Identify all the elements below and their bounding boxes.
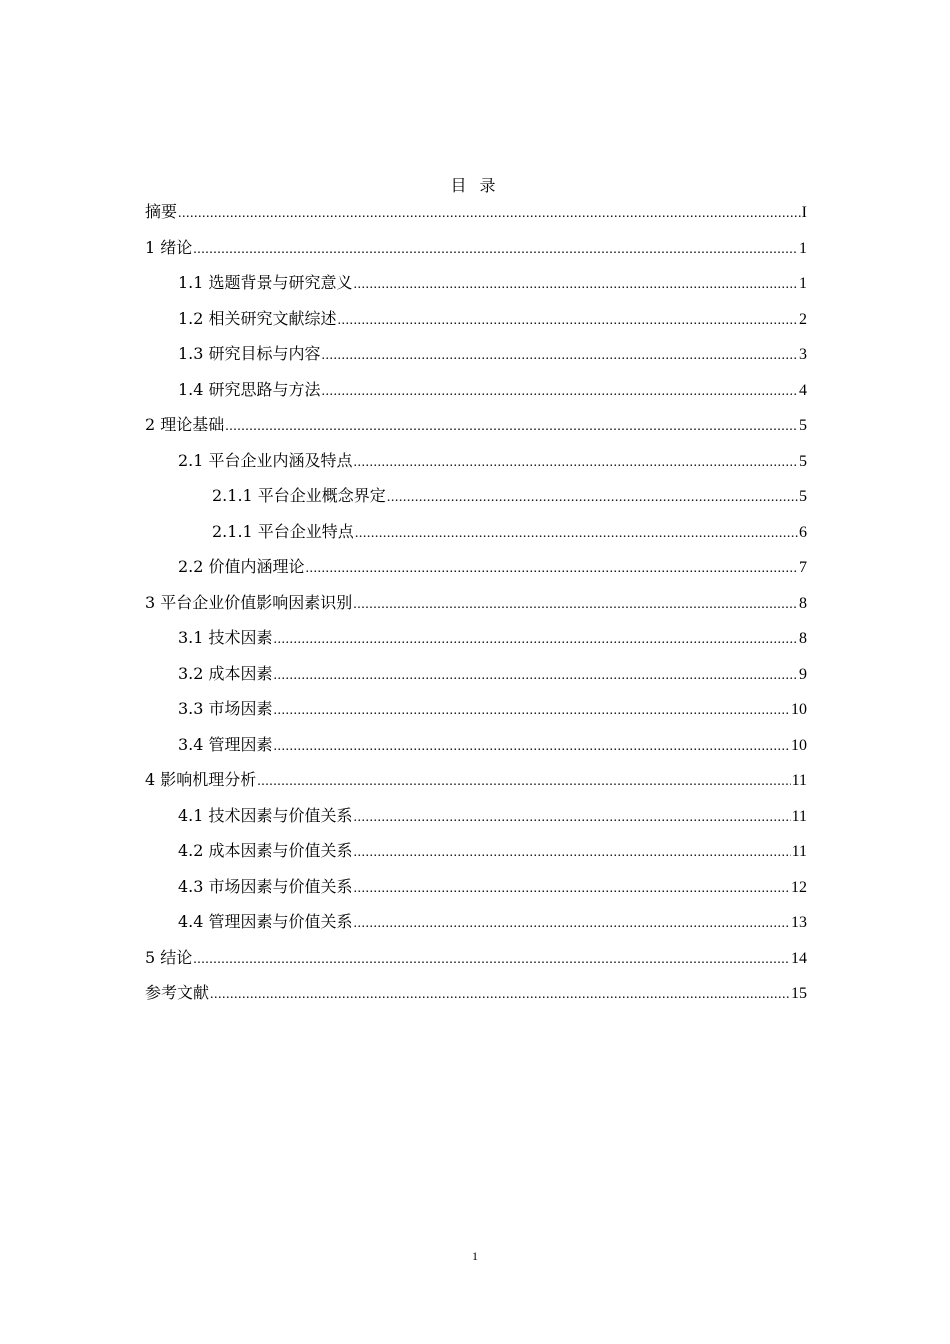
- toc-entry-page-number: 4: [799, 381, 807, 399]
- toc-entry-label: 3.3 市场因素: [178, 699, 273, 718]
- toc-entry-label: 1.1 选题背景与研究意义: [178, 273, 353, 292]
- toc-entry-label: 2.1.1 平台企业概念界定: [212, 486, 386, 505]
- toc-dot-leader: [274, 626, 798, 654]
- toc-entry-label: 3 平台企业价值影响因素识别: [145, 592, 353, 612]
- toc-entry[interactable]: [145, 766, 807, 802]
- toc-entry[interactable]: [145, 837, 807, 873]
- toc-entry-page-number: 8: [799, 594, 807, 612]
- toc-dot-leader: [387, 484, 798, 512]
- page-title: 目 录: [450, 176, 500, 195]
- toc-entry[interactable]: [145, 340, 807, 376]
- toc-dot-leader: [274, 697, 790, 725]
- toc-dot-leader: [257, 768, 790, 796]
- toc-entry-page-number: 6: [799, 523, 807, 541]
- toc-entry-label: 3.1 技术因素: [178, 628, 273, 647]
- toc-entry-page-number: 11: [791, 772, 807, 789]
- toc-entry-label: 4.3 市场因素与价值关系: [178, 876, 353, 896]
- toc-entry[interactable]: [145, 482, 807, 518]
- toc-entry-page-number: 11: [791, 807, 807, 825]
- toc-entry-label: 2 理论基础: [145, 415, 225, 434]
- toc-entry-page-number: 14: [791, 949, 807, 967]
- toc-dot-leader: [193, 236, 798, 264]
- toc-entry[interactable]: [145, 305, 807, 341]
- toc-entry[interactable]: [145, 198, 807, 234]
- toc-entry[interactable]: [145, 979, 807, 1015]
- toc-entry[interactable]: [145, 447, 807, 483]
- toc-entry-page-number: 5: [799, 452, 807, 470]
- toc-entry-label: 4.4 管理因素与价值关系: [178, 912, 353, 931]
- toc-entry[interactable]: [145, 589, 807, 625]
- toc-entry-label: 2.1.1 平台企业特点: [212, 521, 354, 541]
- toc-entry-page-number: 7: [799, 559, 807, 576]
- toc-entry[interactable]: [145, 660, 807, 696]
- toc-dot-leader: [306, 555, 798, 583]
- toc-entry-label: 1.3 研究目标与内容: [178, 344, 321, 363]
- toc-dot-leader: [354, 271, 798, 299]
- toc-dot-leader: [354, 910, 790, 938]
- toc-entry[interactable]: [145, 234, 807, 270]
- toc-entry-label: 3.2 成本因素: [178, 663, 273, 683]
- toc-entry-label: 4.1 技术因素与价值关系: [178, 805, 353, 825]
- toc-dot-leader: [225, 413, 798, 441]
- toc-dot-leader: [338, 307, 798, 335]
- toc-entry-page-number: 12: [791, 878, 807, 896]
- toc-entry-label: 2.1 平台企业内涵及特点: [178, 450, 353, 470]
- toc-dot-leader: [354, 449, 798, 477]
- toc-entry-page-number: 2: [799, 310, 807, 328]
- toc-dot-leader: [354, 804, 791, 832]
- toc-entry-label: 4.2 成本因素与价值关系: [178, 841, 353, 860]
- toc-entry-page-number: 1: [799, 275, 807, 292]
- toc-entry[interactable]: [145, 269, 807, 305]
- toc-entry-label: 1.2 相关研究文献综述: [178, 308, 337, 328]
- toc-entry[interactable]: [145, 908, 807, 944]
- toc-entry-label: 2.2 价值内涵理论: [178, 557, 305, 576]
- toc-dot-leader: [322, 378, 798, 406]
- toc-entry[interactable]: [145, 802, 807, 838]
- toc-entry-page-number: 8: [799, 630, 807, 647]
- toc-dot-leader: [353, 591, 798, 619]
- toc-dot-leader: [354, 839, 791, 867]
- toc-dot-leader: [274, 733, 790, 761]
- toc-entry-label: 4 影响机理分析: [145, 770, 257, 789]
- toc-entry-page-number: 15: [791, 985, 807, 1002]
- toc-entry[interactable]: [145, 624, 807, 660]
- toc-entry-label: 参考文献: [145, 983, 210, 1002]
- toc-entry-label: 3.4 管理因素: [178, 734, 273, 754]
- toc-entry[interactable]: [145, 695, 807, 731]
- toc-entry-page-number: 11: [791, 843, 807, 860]
- toc-entry-page-number: 5: [799, 417, 807, 434]
- toc-entry[interactable]: [145, 553, 807, 589]
- toc-dot-leader: [178, 200, 801, 228]
- toc-dot-leader: [322, 342, 798, 370]
- toc-dot-leader: [210, 981, 790, 1009]
- toc-entry-page-number: 10: [791, 701, 807, 718]
- toc-entry-page-number: 9: [799, 665, 807, 683]
- toc-entry[interactable]: [145, 731, 807, 767]
- toc-entry-page-number: I: [801, 204, 807, 221]
- toc-entry-page-number: 1: [799, 239, 807, 257]
- footer-page-number: 1: [472, 1249, 478, 1263]
- toc-entry-page-number: 13: [791, 914, 807, 931]
- toc-entry-page-number: 5: [799, 488, 807, 505]
- toc-entry-label: 摘要: [145, 202, 178, 221]
- toc-dot-leader: [355, 520, 798, 548]
- toc-entry[interactable]: [145, 518, 807, 554]
- toc-entry-label: 1 绪论: [145, 237, 193, 257]
- table-of-contents: [145, 198, 807, 1015]
- toc-entry[interactable]: [145, 376, 807, 412]
- toc-dot-leader: [354, 875, 790, 903]
- toc-entry-label: 5 结论: [145, 947, 193, 967]
- toc-entry-page-number: 10: [791, 736, 807, 754]
- toc-entry-label: 1.4 研究思路与方法: [178, 379, 321, 399]
- toc-entry[interactable]: [145, 944, 807, 980]
- toc-entry[interactable]: [145, 873, 807, 909]
- toc-entry[interactable]: [145, 411, 807, 447]
- toc-dot-leader: [274, 662, 798, 690]
- toc-entry-page-number: 3: [799, 346, 807, 363]
- toc-dot-leader: [193, 946, 790, 974]
